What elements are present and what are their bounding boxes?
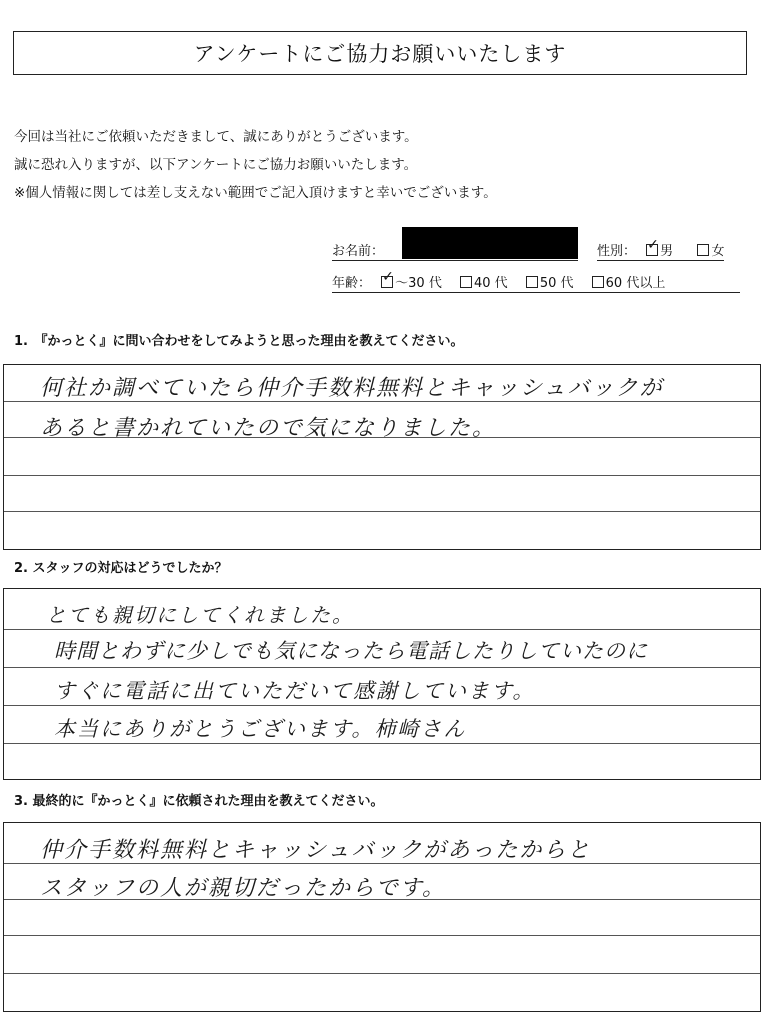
age-50s-checkbox[interactable] <box>526 276 538 288</box>
age-under30-checkbox[interactable] <box>381 276 393 288</box>
gender-female-checkbox[interactable] <box>697 244 709 256</box>
answer-3-line-2: スタッフの人が親切だったからです。 <box>40 876 447 901</box>
age-60plus-label: 60 代以上 <box>605 276 666 291</box>
question-3-label: 3. 最終的に『かっとく』に依頼された理由を教えてください。 <box>14 794 384 809</box>
age-40s-checkbox[interactable] <box>460 276 472 288</box>
age-40s-label: 40 代 <box>473 276 508 291</box>
age-under30-label: 〜30 代 <box>395 276 442 291</box>
name-label: お名前： <box>332 244 385 259</box>
answer-2-line-3: すぐに電話に出ていただいて感謝しています。 <box>54 679 536 703</box>
question-2-label: 2. スタッフの対応はどうでしたか？ <box>14 561 228 576</box>
intro-line: 今回は当社にご依頼いただきまして、誠にありがとうございます。 <box>14 129 418 145</box>
answer-2-box <box>3 588 761 780</box>
name-field <box>332 240 578 261</box>
answer-1-line-1: 何社か調べていたら仲介手数料無料とキャッシュバックが <box>40 376 664 401</box>
answer-3-line-1: 仲介手数料無料とキャッシュバックがあったからと <box>40 838 592 863</box>
answer-3-box <box>3 822 761 1012</box>
gender-label: 性別： <box>597 244 637 259</box>
gender-female-label: 女 <box>711 244 725 259</box>
intro-line: ※個人情報に関しては差し支えない範囲でご記入頂けますと幸いでございます。 <box>14 185 497 201</box>
gender-male-checkbox[interactable] <box>646 244 658 256</box>
age-50s-label: 50 代 <box>539 276 574 291</box>
name-redaction <box>402 227 578 259</box>
gender-field <box>597 240 724 261</box>
gender-male-label: 男 <box>660 244 674 259</box>
answer-1-line-2: あると書かれていたので気になりました。 <box>40 416 497 441</box>
answer-2-line-1: とても親切にしてくれました。 <box>46 603 354 627</box>
age-field <box>332 272 740 293</box>
answer-2-line-2: 時間とわずに少しでも気になったら電話したりしていたのに <box>54 639 648 663</box>
answer-1-box <box>3 364 761 550</box>
intro-line: 誠に恐れ入りますが、以下アンケートにご協力お願いいたします。 <box>14 157 418 173</box>
age-60plus-checkbox[interactable] <box>592 276 604 288</box>
survey-title: アンケートにご協力お願いいたします <box>13 31 747 75</box>
answer-2-line-4: 本当にありがとうございます。柿崎さん <box>54 717 467 741</box>
intro-text <box>14 123 497 207</box>
age-label: 年齢： <box>332 276 372 291</box>
question-1-label: 1. 『かっとく』に問い合わせをしてみようと思った理由を教えてください。 <box>14 334 464 349</box>
